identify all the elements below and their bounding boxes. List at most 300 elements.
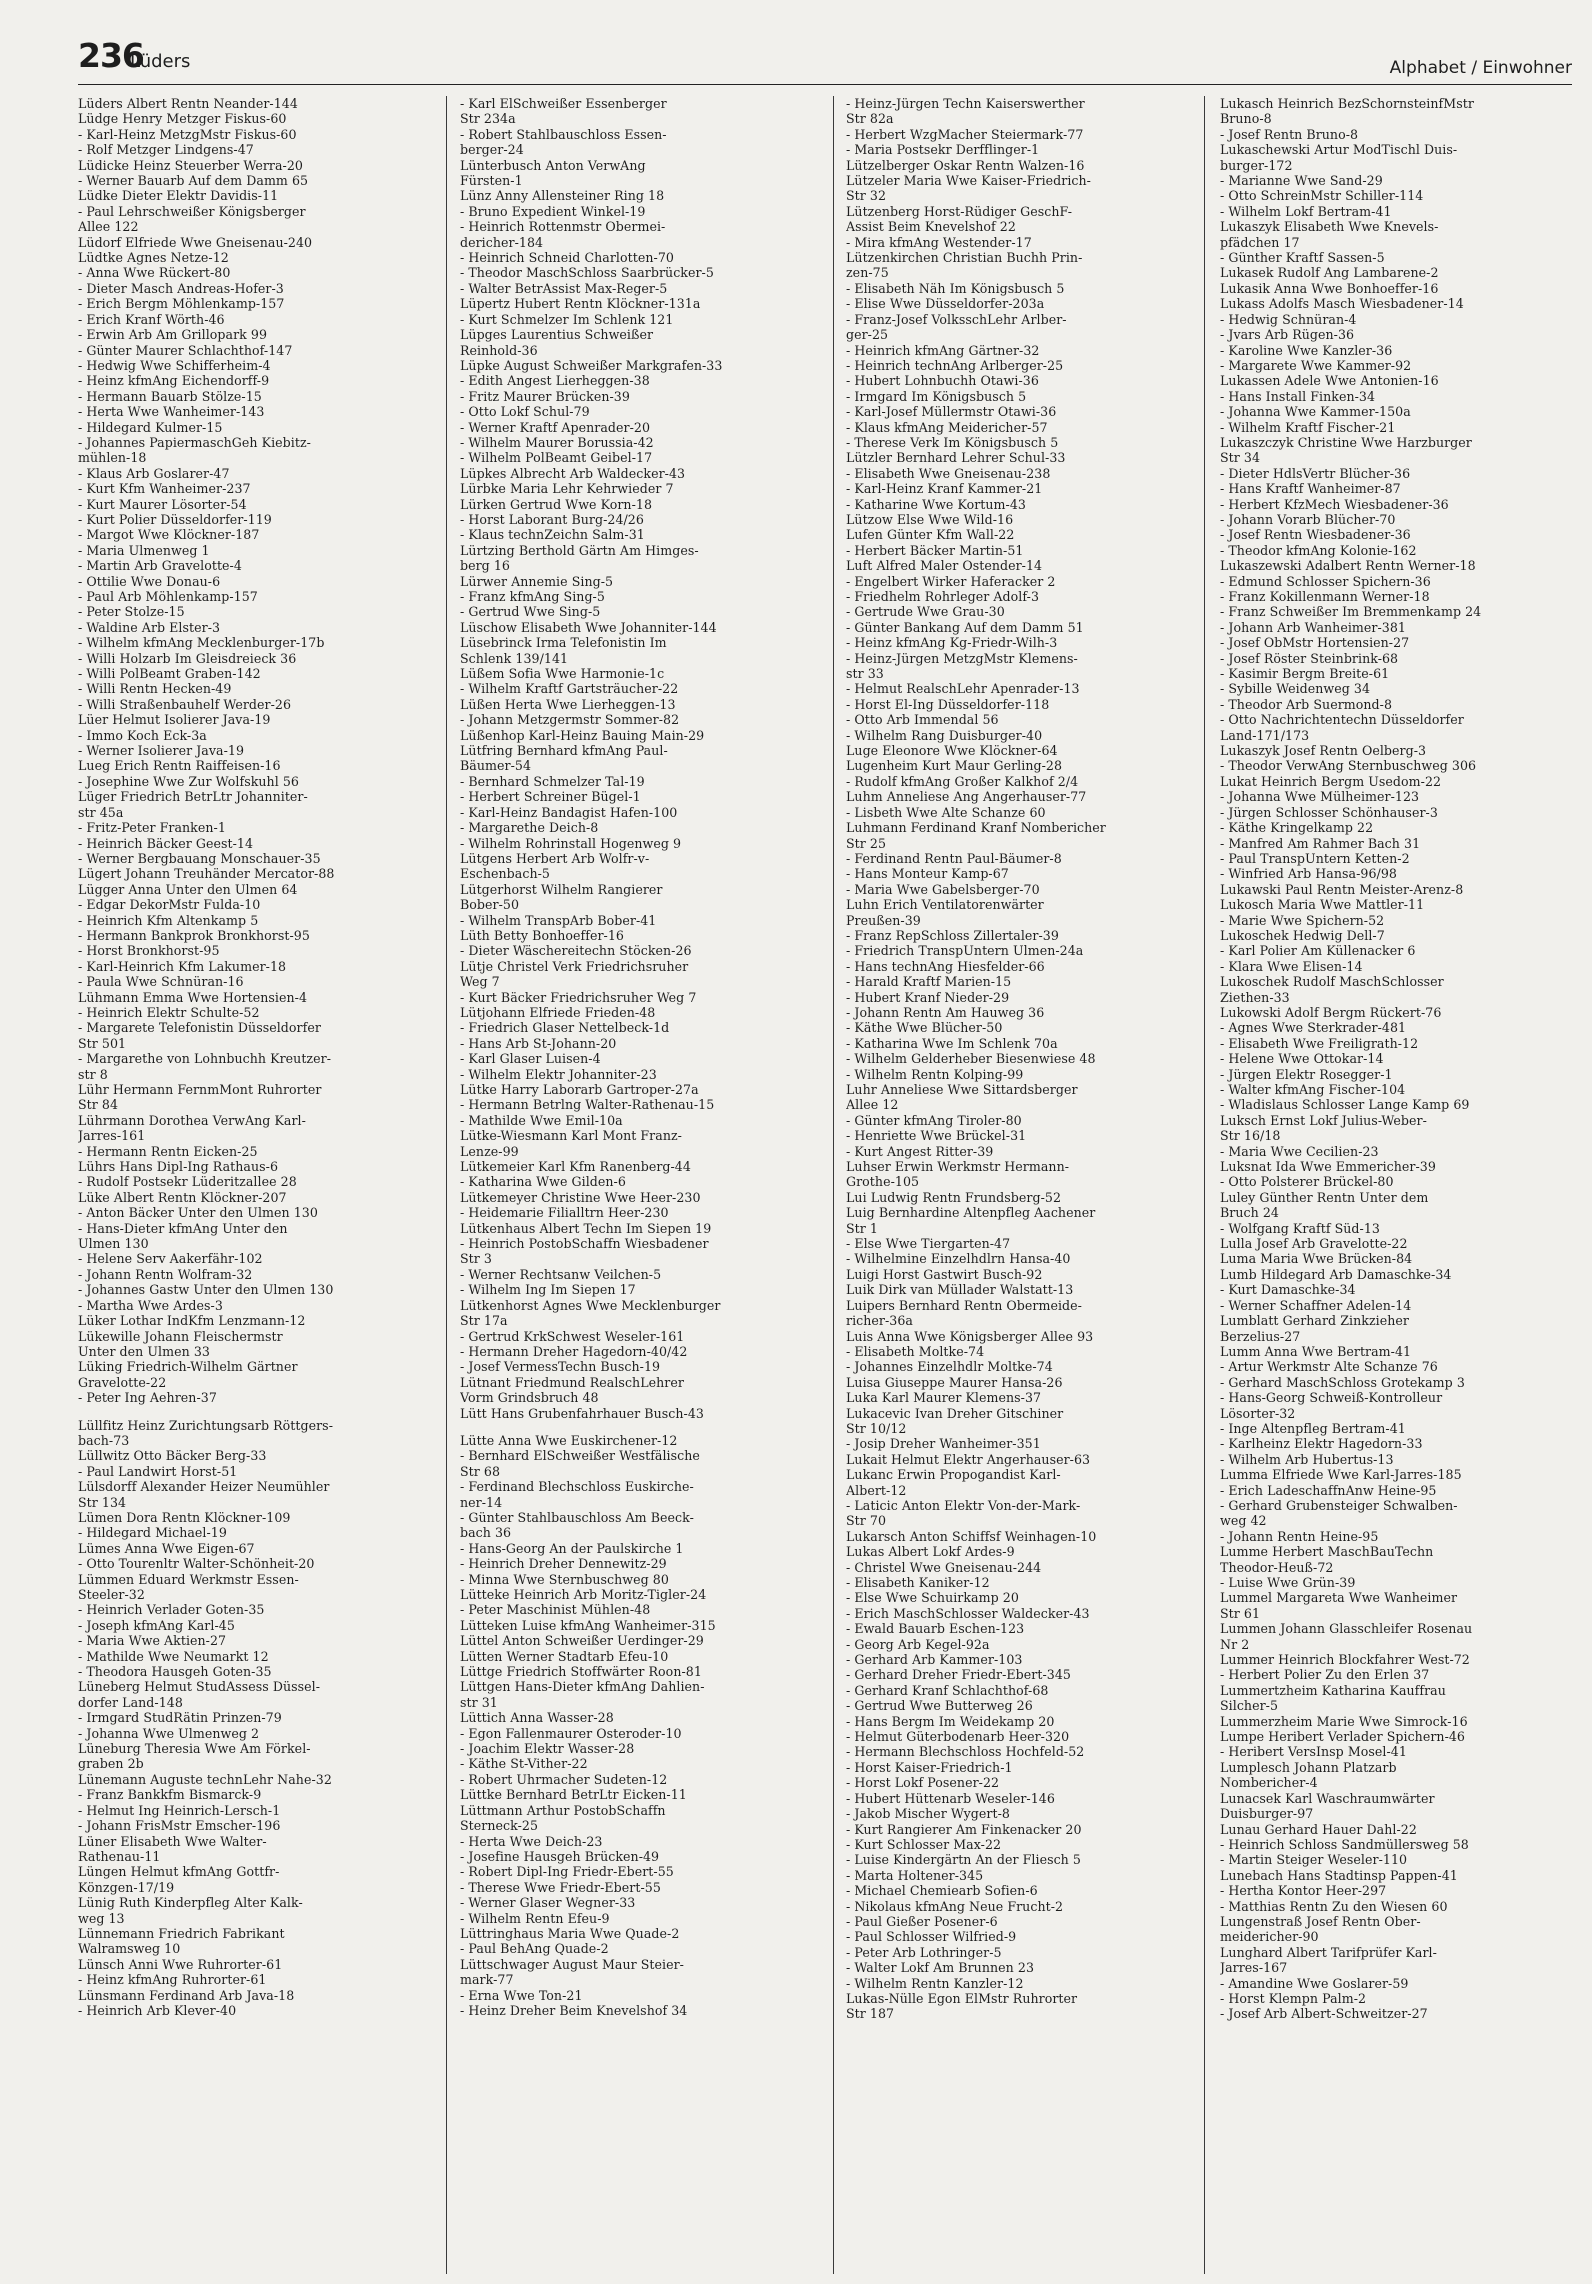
directory-entry-line: - Heinz kfmAng Kg-Friedr-Wilh-3 [846, 635, 1058, 651]
directory-entry-line: - Katharina Wwe Im Schlenk 70a [846, 1035, 1058, 1051]
directory-entry-line: - Paul Arb Möhlenkamp-157 [78, 589, 258, 604]
directory-entry-line: Lütje Christel Verk Friedrichsruher [460, 958, 689, 974]
directory-entry-line: - Elisabeth Wwe Gneisenau-238 [846, 465, 1051, 481]
directory-entry-line: - Heinrich technAng Arlberger-25 [846, 357, 1064, 373]
directory-entry-line: - Heinz-Jürgen MetzgMstr Klemens- [846, 650, 1078, 666]
directory-entry-line: Lukacevic Ivan Dreher Gitschiner [846, 1405, 1064, 1421]
directory-entry-line: Lukoschek Rudolf MaschSchlosser [1220, 974, 1444, 990]
directory-entry-line: - Käthe St-Vither-22 [460, 1756, 588, 1772]
directory-entry-line: - Paul BehAng Quade-2 [460, 1941, 609, 1957]
directory-entry-line: - Wilhelm Lokf Bertram-41 [1220, 203, 1392, 219]
directory-entry-line: Luik Dirk van Müllader Walstatt-13 [846, 1282, 1074, 1298]
directory-entry-line: - Sybille Weidenweg 34 [1220, 681, 1371, 697]
directory-entry-line: - Josef Rentn Wiesbadener-36 [1220, 527, 1411, 543]
directory-entry-line: - Marta Holtener-345 [846, 1867, 984, 1883]
directory-entry-line: - Friedrich Glaser Nettelbeck-1d [460, 1020, 670, 1036]
directory-entry-line: - Franz-Josef VolksschLehr Arlber- [846, 311, 1067, 327]
directory-entry-line: berger-24 [460, 142, 524, 158]
directory-entry-line: Lumma Elfriede Wwe Karl-Jarres-185 [1220, 1467, 1462, 1483]
directory-entry-line: - Henriette Wwe Brückel-31 [846, 1128, 1027, 1144]
directory-entry-line: - Paul TranspUntern Ketten-2 [1220, 850, 1410, 866]
directory-entry-line: - Peter Ing Aehren-37 [78, 1390, 217, 1406]
directory-entry-line: - Willi PolBeamt Graben-142 [78, 666, 261, 682]
directory-entry-line: - Theodor VerwAng Sternbuschweg 306 [1220, 758, 1477, 774]
directory-entry-line: - Kurt Damaschke-34 [1220, 1282, 1356, 1298]
directory-entry-line: - Robert Uhrmacher Sudeten-12 [460, 1771, 668, 1787]
directory-column-3 [846, 96, 1210, 2274]
directory-entry-line: - Wilhelmine Einzelhdlrn Hansa-40 [846, 1251, 1071, 1267]
directory-entry-line: - Erwin Arb Am Grillopark 99 [78, 327, 268, 343]
directory-entry-line: Albert-12 [846, 1482, 907, 1498]
directory-entry-line: - Helene Serv Aakerfähr-102 [78, 1251, 263, 1267]
directory-entry-line: - Gerhard Dreher Friedr-Ebert-345 [846, 1667, 1071, 1683]
directory-entry-line: Luhm Anneliese Ang Angerhauser-77 [846, 789, 1087, 805]
directory-entry-line: - Otto Arb Immendal 56 [846, 712, 999, 728]
directory-entry-line: Luig Bernhardine Altenpfleg Aachener [846, 1205, 1096, 1221]
directory-entry-line: Str 61 [1220, 1605, 1261, 1621]
directory-entry-line: Lumpe Heribert Verlader Spichern-46 [1220, 1729, 1465, 1745]
directory-entry-line: graben 2b [78, 1756, 144, 1772]
directory-entry-line: - Hermann Rentn Eicken-25 [78, 1143, 258, 1159]
directory-entry-line: - Matthias Rentn Zu den Wiesen 60 [1220, 1898, 1448, 1914]
directory-entry-line: Lummer Heinrich Blockfahrer West-72 [1220, 1652, 1470, 1668]
directory-entry-line: Jarres-161 [78, 1128, 146, 1144]
directory-entry-line: Lüpke August Schweißer Markgrafen-33 [460, 357, 723, 373]
directory-entry-line: - Erich Bergm Möhlenkamp-157 [78, 296, 285, 312]
directory-entry-line: - Franz Bankkfm Bismarck-9 [78, 1787, 262, 1803]
directory-entry-line: - Luise Wwe Grün-39 [1220, 1575, 1356, 1590]
directory-entry-line: Lumblatt Gerhard Zinkzieher [1220, 1313, 1409, 1329]
directory-entry-line: zen-75 [846, 265, 889, 281]
directory-entry-line: - Manfred Am Rahmer Bach 31 [1220, 835, 1421, 851]
directory-entry-line: Ziethen-33 [1220, 989, 1290, 1005]
directory-entry-line: Lützeler Maria Wwe Kaiser-Friedrich- [846, 173, 1091, 189]
directory-entry-line: Lüker Lothar IndKfm Lenzmann-12 [78, 1313, 306, 1329]
directory-entry-line: - Werner Bauarb Auf dem Damm 65 [78, 173, 309, 189]
directory-entry-line: - Paula Wwe Schnüran-16 [78, 974, 244, 990]
directory-entry-line: dericher-184 [460, 234, 544, 250]
directory-entry-line: - Werner Isolierer Java-19 [78, 743, 245, 759]
directory-entry-line: Lützler Bernhard Lehrer Schul-33 [846, 450, 1066, 466]
directory-entry-line: richer-36a [846, 1313, 913, 1329]
directory-entry-line: Lüders Albert Rentn Neander-144 [78, 96, 298, 111]
directory-entry-line: - Dieter Wäschereitechn Stöcken-26 [460, 943, 692, 959]
directory-entry-line: Lützenkirchen Christian Buchh Prin- [846, 250, 1083, 266]
directory-entry-line: - Karl Glaser Luisen-4 [460, 1051, 601, 1067]
directory-entry-line: Lüdge Henry Metzger Fiskus-60 [78, 111, 287, 127]
directory-entry-line: Schlenk 139/141 [460, 650, 569, 666]
directory-entry-line: - Johann Metzgermstr Sommer-82 [460, 712, 680, 728]
directory-entry-line: - Werner Bergbauang Monschauer-35 [78, 850, 321, 866]
directory-entry-line: Lüttmann Arthur PostobSchaffn [460, 1802, 666, 1818]
directory-entry-line: Str 10/12 [846, 1420, 907, 1436]
directory-entry-line: - Gerhard Kranf Schlachthof-68 [846, 1682, 1049, 1698]
entry-gap [78, 1406, 440, 1418]
directory-entry-line: Lütteke Heinrich Arb Moritz-Tigler-24 [460, 1587, 707, 1602]
directory-entry-line: - Kurt Rangierer Am Finkenacker 20 [846, 1821, 1082, 1837]
directory-entry-line: - Martin Steiger Weseler-110 [1220, 1852, 1408, 1868]
directory-entry-line: - Heinrich Rottenmstr Obermei- [460, 219, 666, 235]
directory-entry-line: Lukassen Adele Wwe Antonien-16 [1220, 373, 1439, 389]
directory-entry-line: Berzelius-27 [1220, 1328, 1301, 1344]
directory-entry-line: - Josef Arb Albert-Schweitzer-27 [1220, 2006, 1428, 2022]
directory-entry-line: Lünterbusch Anton VerwAng [460, 157, 646, 173]
directory-entry-line: Fürsten-1 [460, 173, 523, 189]
directory-entry-line: Lummertzheim Katharina Kauffrau [1220, 1682, 1446, 1698]
directory-entry-line: Luksnat Ida Wwe Emmericher-39 [1220, 1159, 1436, 1175]
directory-entry-line: - Bruno Expedient Winkel-19 [460, 203, 646, 219]
directory-entry-line: - Horst Kaiser-Friedrich-1 [846, 1759, 1013, 1775]
directory-entry-line: Assist Beim Knevelshof 22 [846, 219, 1016, 235]
directory-entry-line: - Johann Rentn Heine-95 [1220, 1528, 1379, 1544]
directory-entry-line: Lütkenhorst Agnes Wwe Mecklenburger [460, 1297, 721, 1313]
directory-entry-line: - Erna Wwe Ton-21 [460, 1987, 583, 2003]
directory-entry-line: Lumm Anna Wwe Bertram-41 [1220, 1343, 1412, 1359]
directory-entry-line: Lütkenhaus Albert Techn Im Siepen 19 [460, 1220, 712, 1236]
directory-entry-line: Lüttschwager August Maur Steier- [460, 1956, 684, 1972]
directory-entry-line: - Robert Stahlbauschloss Essen- [460, 126, 667, 142]
directory-entry-line: - Josephine Wwe Zur Wolfskuhl 56 [78, 773, 299, 789]
directory-entry-line: - Karl-Heinrich Kfm Lakumer-18 [78, 958, 287, 974]
directory-entry-line: - Paul Gießer Posener-6 [846, 1913, 998, 1929]
directory-entry-line: Lüllfitz Heinz Zurichtungsarb Röttgers- [78, 1417, 333, 1433]
directory-entry-line: - Margot Wwe Klöckner-187 [78, 527, 260, 543]
directory-entry-line: Str 17a [460, 1313, 508, 1329]
directory-entry-line: - Hermann Blechschloss Hochfeld-52 [846, 1744, 1085, 1760]
directory-entry-line: - Klaus Arb Goslarer-47 [78, 465, 230, 481]
directory-entry-line: - Mathilde Wwe Neumarkt 12 [78, 1648, 269, 1664]
directory-entry-line: - Helmut Güterbodenarb Heer-320 [846, 1729, 1070, 1745]
directory-entry-line: - Bernhard ElSchweißer Westfälische [460, 1448, 700, 1464]
directory-entry-line: - Hans technAng Hiesfelder-66 [846, 958, 1045, 974]
directory-entry-line: Lüneburg Theresia Wwe Am Förkel- [78, 1741, 311, 1757]
directory-entry-line: Lüking Friedrich-Wilhelm Gärtner [78, 1359, 298, 1375]
directory-entry-line: Lüdicke Heinz Steuerber Werra-20 [78, 157, 303, 173]
directory-entry-line: - Karl-Heinz MetzgMstr Fiskus-60 [78, 126, 297, 142]
directory-entry-line: - Hans-Georg An der Paulskirche 1 [460, 1540, 684, 1556]
directory-entry-line: Lunacsek Karl Waschraumwärter [1220, 1790, 1435, 1806]
directory-entry-line: Nr 2 [1220, 1636, 1250, 1652]
directory-entry-line: Str 16/18 [1220, 1128, 1281, 1144]
column-divider [1204, 96, 1205, 2274]
directory-entry-line: Lüttringhaus Maria Wwe Quade-2 [460, 1925, 680, 1941]
directory-entry-line: - Wilhelm TranspArb Bober-41 [460, 912, 657, 928]
directory-entry-line: - Horst Klempn Palm-2 [1220, 1990, 1367, 2006]
directory-entry-line: ger-25 [846, 327, 889, 343]
directory-entry-line: Luksch Ernst Lokf Julius-Weber- [1220, 1112, 1427, 1128]
directory-entry-line: - Mira kfmAng Westender-17 [846, 234, 1032, 250]
directory-entry-line: - Irmgard StudRätin Prinzen-79 [78, 1710, 282, 1726]
directory-entry-line: - Willi Holzarb Im Gleisdreieck 36 [78, 650, 297, 666]
directory-entry-line: - Hermann Dreher Hagedorn-40/42 [460, 1343, 688, 1359]
directory-entry-line: - Elisabeth Moltke-74 [846, 1343, 985, 1359]
directory-entry-line: - Franz Schweißer Im Bremmenkamp 24 [1220, 604, 1482, 620]
directory-entry-line: - Otto Tourenltr Walter-Schönheit-20 [78, 1556, 315, 1572]
directory-entry-line: - Hermann Bankprok Bronkhorst-95 [78, 927, 310, 943]
directory-entry-line: Luhr Anneliese Wwe Sittardsberger [846, 1082, 1078, 1097]
directory-entry-line: str 33 [846, 666, 884, 682]
directory-entry-line: - Hertha Kontor Heer-297 [1220, 1883, 1387, 1899]
directory-entry-line: Lukas Albert Lokf Ardes-9 [846, 1544, 1015, 1560]
page-header [78, 36, 1572, 84]
directory-entry-line: Lührmann Dorothea VerwAng Karl- [78, 1112, 306, 1128]
directory-entry-line: Lenze-99 [460, 1143, 519, 1159]
directory-entry-line: - Peter Arb Lothringer-5 [846, 1944, 1002, 1960]
directory-entry-line: - Heinrich Schloss Sandmüllersweg 58 [1220, 1836, 1469, 1852]
directory-entry-line: Allee 122 [78, 219, 139, 235]
directory-entry-line: Str 1 [846, 1220, 878, 1236]
directory-entry-line: - Dieter HdlsVertr Blücher-36 [1220, 465, 1411, 481]
directory-entry-line: Vorm Grindsbruch 48 [460, 1390, 599, 1406]
directory-entry-line: - Nikolaus kfmAng Neue Frucht-2 [846, 1898, 1064, 1914]
directory-entry-line: Lünig Ruth Kinderpfleg Alter Kalk- [78, 1895, 303, 1911]
directory-entry-line: Eschenbach-5 [460, 866, 550, 882]
directory-entry-line: - Wilhelm Kraftf Fischer-21 [1220, 419, 1396, 435]
directory-entry-line: - Gertrud KrkSchwest Weseler-161 [460, 1328, 685, 1344]
directory-entry-line: - Therese Wwe Friedr-Ebert-55 [460, 1879, 661, 1895]
directory-entry-line: - Klaus technZeichn Salm-31 [460, 527, 645, 543]
directory-entry-line: Weg 7 [460, 974, 500, 990]
directory-entry-line: Lütkemeyer Christine Wwe Heer-230 [460, 1189, 701, 1205]
directory-entry-line: pfädchen 17 [1220, 234, 1300, 250]
directory-entry-line: - Horst Lokf Posener-22 [846, 1775, 1000, 1791]
directory-entry-line: - Anna Wwe Rückert-80 [78, 265, 231, 281]
directory-entry-line: Lukait Helmut Elektr Angerhauser-63 [846, 1451, 1091, 1467]
directory-entry-line: Walramsweg 10 [78, 1941, 181, 1957]
directory-entry-line: - Joachim Elektr Wasser-28 [460, 1741, 635, 1757]
directory-entry-line: Str 501 [78, 1035, 127, 1051]
directory-entry-line: Luge Eleonore Wwe Klöckner-64 [846, 743, 1058, 759]
directory-entry-line: - Kurt Maurer Lösorter-54 [78, 496, 247, 512]
running-head-name: Lüders [130, 51, 191, 72]
directory-entry-line: Lützelberger Oskar Rentn Walzen-16 [846, 157, 1085, 173]
directory-entry-line: - Otto SchreinMstr Schiller-114 [1220, 188, 1424, 204]
directory-entry-line: Lukaschewski Artur ModTischl Duis- [1220, 142, 1458, 158]
directory-entry-line: Luma Maria Wwe Brücken-84 [1220, 1251, 1413, 1267]
directory-entry-line: - Else Wwe Tiergarten-47 [846, 1236, 1011, 1252]
directory-entry-line: Lulla Josef Arb Gravelotte-22 [1220, 1236, 1408, 1252]
directory-entry-line: - Günter Maurer Schlachthof-147 [78, 342, 293, 358]
directory-entry-line: - Ottilie Wwe Donau-6 [78, 573, 221, 589]
directory-entry-line: Duisburger-97 [1220, 1806, 1314, 1822]
directory-entry-line: Lüßen Herta Wwe Lierheggen-13 [460, 696, 676, 712]
directory-entry-line: Bäumer-54 [460, 758, 532, 774]
directory-entry-line: - Heinz kfmAng Eichendorff-9 [78, 373, 270, 389]
directory-entry-line: - Heinz-Jürgen Techn Kaiserswerther [846, 96, 1085, 111]
directory-entry-line: ner-14 [460, 1494, 503, 1510]
header-rule [78, 84, 1572, 85]
directory-entry-line: - Erich LadeschaffnAnw Heine-95 [1220, 1482, 1437, 1498]
directory-entry-line: - Hildegard Kulmer-15 [78, 419, 223, 435]
directory-entry-line: - Wilhelm Rentn Kanzler-12 [846, 1975, 1024, 1991]
directory-entry-line: - Anton Bäcker Unter den Ulmen 130 [78, 1205, 318, 1221]
directory-entry-line: Lünnemann Friedrich Fabrikant [78, 1925, 285, 1941]
directory-entry-line: Land-171/173 [1220, 727, 1310, 743]
directory-entry-line: - Edmund Schlosser Spichern-36 [1220, 573, 1431, 589]
directory-entry-line: - Josef ObMstr Hortensien-27 [1220, 635, 1410, 651]
directory-entry-line: - Therese Verk Im Königsbusch 5 [846, 434, 1059, 450]
directory-entry-line: Luipers Bernhard Rentn Obermeide- [846, 1297, 1082, 1313]
directory-entry-line: - Margarete Wwe Kammer-92 [1220, 357, 1412, 373]
directory-entry-line: - Theodor kfmAng Kolonie-162 [1220, 542, 1417, 558]
directory-entry-line: Ulmen 130 [78, 1236, 149, 1252]
directory-entry-line: - Paul Landwirt Horst-51 [78, 1463, 238, 1479]
directory-entry-line: - Herbert Bäcker Martin-51 [846, 542, 1024, 558]
directory-entry-line: Lukanc Erwin Propogandist Karl- [846, 1467, 1061, 1483]
directory-entry-line: - Jakob Mischer Wygert-8 [846, 1806, 1010, 1822]
directory-entry-line: - Heinrich Arb Klever-40 [78, 2002, 237, 2018]
directory-entry-line: Unter den Ulmen 33 [78, 1343, 210, 1359]
directory-entry-line: Lügert Johann Treuhänder Mercator-88 [78, 866, 335, 882]
directory-entry-line: - Elisabeth Kaniker-12 [846, 1575, 990, 1590]
directory-entry-line: Preußen-39 [846, 912, 921, 928]
directory-entry-line: mark-77 [460, 1972, 514, 1988]
entry-gap [460, 1421, 828, 1433]
directory-entry-line: - Johanna Wwe Kammer-150a [1220, 404, 1411, 420]
directory-entry-line: - Käthe Wwe Blücher-50 [846, 1020, 1003, 1036]
directory-entry-line: - Walter Lokf Am Brunnen 23 [846, 1960, 1035, 1976]
directory-entry-line: - Werner Rechtsanw Veilchen-5 [460, 1266, 662, 1282]
directory-entry-line: Lünemann Auguste technLehr Nahe-32 [78, 1771, 332, 1787]
directory-entry-line: - Inge Altenpfleg Bertram-41 [1220, 1420, 1406, 1436]
directory-entry-line: - Elisabeth Wwe Freiligrath-12 [1220, 1035, 1419, 1051]
directory-entry-line: Lüke Albert Rentn Klöckner-207 [78, 1189, 287, 1205]
directory-entry-line: - Karl-Josef Müllermstr Otawi-36 [846, 404, 1057, 420]
directory-entry-line: - Heinrich Schneid Charlotten-70 [460, 250, 674, 266]
directory-entry-line: - Paul Lehrschweißer Königsberger [78, 203, 306, 219]
directory-entry-line: - Heinrich PostobSchaffn Wiesbadener [460, 1236, 709, 1252]
directory-entry-line: - Horst Bronkhorst-95 [78, 943, 220, 959]
column-divider [446, 96, 447, 2274]
directory-entry-line: Lummel Margareta Wwe Wanheimer [1220, 1590, 1458, 1606]
directory-entry-line: Lütgerhorst Wilhelm Rangierer [460, 881, 663, 897]
directory-entry-line: Lünsch Anni Wwe Ruhrorter-61 [78, 1956, 283, 1972]
directory-entry-line: - Amandine Wwe Goslarer-59 [1220, 1975, 1409, 1991]
directory-entry-line: - Katharine Wwe Kortum-43 [846, 496, 1026, 512]
directory-entry-line: Lümes Anna Wwe Eigen-67 [78, 1540, 255, 1556]
directory-entry-line: Lütt Hans Grubenfahrhauer Busch-43 [460, 1405, 704, 1421]
directory-entry-line: Könzgen-17/19 [78, 1879, 175, 1895]
directory-entry-line: - Laticic Anton Elektr Von-der-Mark- [846, 1497, 1081, 1513]
directory-entry-line: - Hans-Dieter kfmAng Unter den [78, 1220, 288, 1236]
directory-entry-line: - Heinrich Dreher Dennewitz-29 [460, 1556, 667, 1572]
directory-entry-line: - Minna Wwe Sternbuschweg 80 [460, 1571, 669, 1587]
directory-entry-line: Lukasik Anna Wwe Bonhoeffer-16 [1220, 280, 1439, 296]
directory-entry-line: - Hans Monteur Kamp-67 [846, 866, 1009, 882]
column-divider [833, 96, 834, 2274]
directory-entry-line: Lühmann Emma Wwe Hortensien-4 [78, 989, 308, 1005]
directory-entry-line: - Helmut Ing Heinrich-Lersch-1 [78, 1802, 281, 1818]
directory-entry-line: Str 70 [846, 1513, 887, 1529]
directory-entry-line: Lukaszyk Elisabeth Wwe Knevels- [1220, 219, 1439, 235]
directory-entry-line: - Günter Bankang Auf dem Damm 51 [846, 619, 1084, 635]
directory-entry-line: Silcher-5 [1220, 1698, 1279, 1714]
directory-entry-line: - Kurt Polier Düsseldorfer-119 [78, 511, 272, 527]
directory-entry-line: Str 32 [846, 188, 887, 204]
directory-entry-line: - Johann Rentn Wolfram-32 [78, 1266, 253, 1282]
directory-entry-line: - Friedhelm Rohrleger Adolf-3 [846, 589, 1040, 604]
directory-entry-line: Lungenstraß Josef Rentn Ober- [1220, 1913, 1421, 1929]
directory-column-1 [78, 96, 440, 2274]
directory-entry-line: - Wilhelm Gelderheber Biesenwiese 48 [846, 1051, 1096, 1067]
directory-entry-line: - Wilhelm Ing Im Siepen 17 [460, 1282, 636, 1298]
directory-entry-line: - Kurt Bäcker Friedrichsruher Weg 7 [460, 989, 697, 1005]
directory-entry-line: - Josef Röster Steinbrink-68 [1220, 650, 1399, 666]
directory-entry-line: - Klaus kfmAng Meidericher-57 [846, 419, 1048, 435]
directory-entry-line: Lufen Günter Kfm Wall-22 [846, 527, 1015, 543]
directory-entry-line: Grothe-105 [846, 1174, 920, 1190]
directory-entry-line: - Walter kfmAng Fischer-104 [1220, 1082, 1406, 1097]
directory-entry-line: - Werner Kraftf Apenrader-20 [460, 419, 651, 435]
directory-entry-line: - Willi Rentn Hecken-49 [78, 681, 232, 697]
directory-entry-line: - Johann Arb Wanheimer-381 [1220, 619, 1406, 635]
directory-entry-line: Luka Karl Maurer Klemens-37 [846, 1390, 1042, 1406]
directory-entry-line: - Gerhard Arb Kammer-103 [846, 1652, 1023, 1668]
directory-entry-line: - Gertrud Wwe Butterweg 26 [846, 1698, 1033, 1714]
directory-entry-line: - Karl Polier Am Küllenacker 6 [1220, 943, 1416, 959]
directory-entry-line: Lukasch Heinrich BezSchornsteinfMstr [1220, 96, 1474, 111]
directory-entry-line: Lüschow Elisabeth Wwe Johanniter-144 [460, 619, 717, 635]
directory-entry-line: - Franz Kokillenmann Werner-18 [1220, 589, 1430, 604]
directory-entry-line: - Egon Fallenmaurer Osteroder-10 [460, 1725, 682, 1741]
directory-entry-line: - Katharina Wwe Gilden-6 [460, 1174, 626, 1190]
directory-entry-line: Lütteken Luise kfmAng Wanheimer-315 [460, 1617, 716, 1633]
directory-entry-line: - Hedwig Schnüran-4 [1220, 311, 1357, 327]
directory-entry-line: Lunghard Albert Tarifprüfer Karl- [1220, 1944, 1437, 1960]
directory-entry-line: - Karl ElSchweißer Essenberger [460, 96, 667, 111]
directory-entry-line: - Theodor MaschSchloss Saarbrücker-5 [460, 265, 714, 281]
directory-entry-line: - Johannes PapiermaschGeh Kiebitz- [78, 434, 311, 450]
directory-column-4 [1220, 96, 1572, 2274]
directory-entry-line: - Heinrich Bäcker Geest-14 [78, 835, 254, 851]
directory-entry-line: - Theodora Hausgeh Goten-35 [78, 1664, 272, 1680]
directory-entry-line: - Josefine Hausgeh Brücken-49 [460, 1848, 660, 1864]
directory-entry-line: - Heinz kfmAng Ruhrorter-61 [78, 1972, 267, 1988]
directory-entry-line: Lührs Hans Dipl-Ing Rathaus-6 [78, 1159, 279, 1175]
directory-entry-line: Nombericher-4 [1220, 1775, 1318, 1791]
directory-entry-line: mühlen-18 [78, 450, 147, 466]
directory-entry-line: - Hubert Kranf Nieder-29 [846, 989, 1010, 1005]
directory-entry-line: Lügger Anna Unter den Ulmen 64 [78, 881, 298, 897]
directory-entry-line: Lukaszczyk Christine Wwe Harzburger [1220, 434, 1472, 450]
directory-entry-line: - Bernhard Schmelzer Tal-19 [460, 773, 645, 789]
directory-entry-line: - Wladislaus Schlosser Lange Kamp 69 [1220, 1097, 1470, 1113]
directory-entry-line: burger-172 [1220, 157, 1293, 173]
directory-entry-line: - Agnes Wwe Sterkrader-481 [1220, 1020, 1407, 1036]
directory-entry-line: - Heribert VersInsp Mosel-41 [1220, 1744, 1407, 1760]
directory-entry-line: - Wilhelm Rohrinstall Hogenweg 9 [460, 835, 682, 851]
directory-entry-line: Lukass Adolfs Masch Wiesbadener-14 [1220, 296, 1464, 312]
directory-entry-line: Reinhold-36 [460, 342, 538, 358]
directory-entry-line: Str 234a [460, 111, 516, 127]
directory-entry-line: Lüllwitz Otto Bäcker Berg-33 [78, 1448, 267, 1464]
directory-entry-line: - Fritz-Peter Franken-1 [78, 820, 226, 836]
directory-entry-line: - Edith Angest Lierheggen-38 [460, 373, 650, 389]
directory-entry-line: Lumb Hildegard Arb Damaschke-34 [1220, 1266, 1452, 1282]
directory-entry-line: Lütke Harry Laborarb Gartroper-27a [460, 1082, 699, 1097]
directory-entry-line: - Walter BetrAssist Max-Reger-5 [460, 280, 668, 296]
directory-entry-line: Lüpertz Hubert Rentn Klöckner-131a [460, 296, 701, 312]
directory-entry-line: - Christel Wwe Gneisenau-244 [846, 1559, 1042, 1575]
directory-entry-line: Lüger Friedrich BetrLtr Johanniter- [78, 789, 308, 805]
directory-entry-line: Lülsdorff Alexander Heizer Neumühler [78, 1479, 330, 1495]
directory-entry-line: Luhser Erwin Werkmstr Hermann- [846, 1159, 1070, 1175]
directory-entry-line: Lüner Elisabeth Wwe Walter- [78, 1833, 267, 1849]
directory-entry-line: - Peter Stolze-15 [78, 604, 185, 620]
directory-entry-line: - Rudolf Postsekr Lüderitzallee 28 [78, 1174, 297, 1190]
directory-entry-line: - Georg Arb Kegel-92a [846, 1636, 990, 1652]
directory-entry-line: Lunebach Hans Stadtinsp Pappen-41 [1220, 1867, 1458, 1883]
